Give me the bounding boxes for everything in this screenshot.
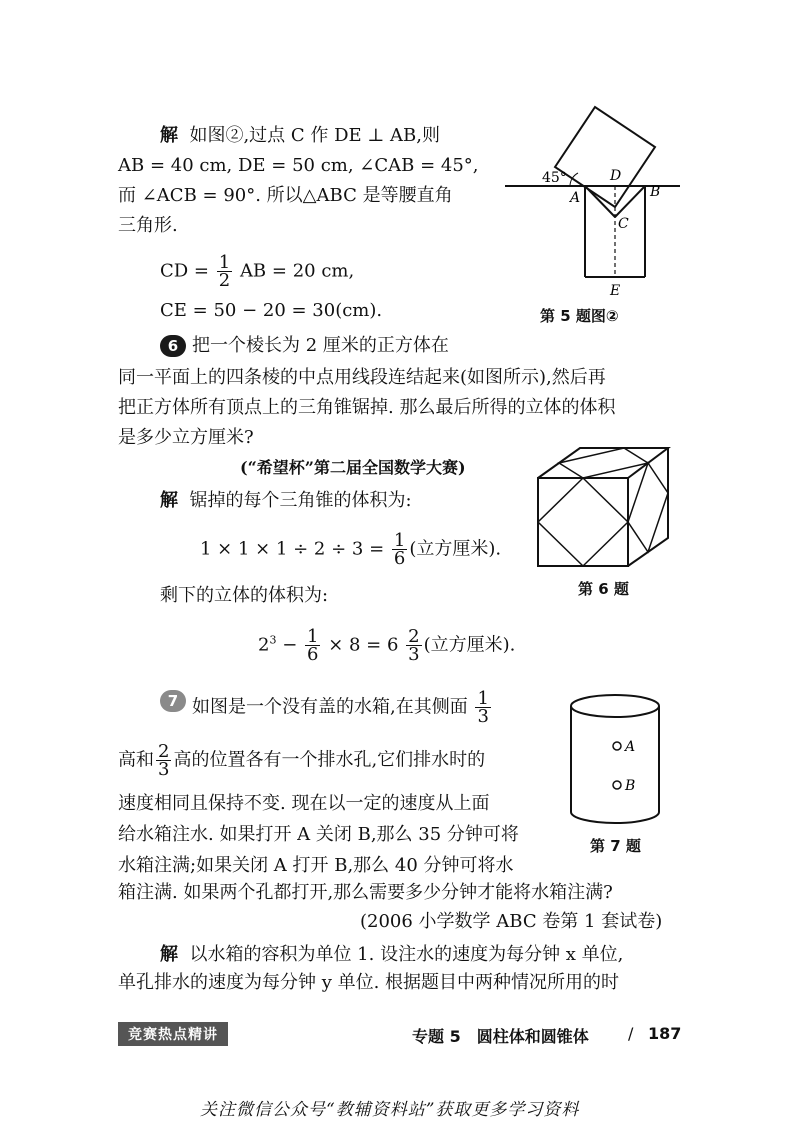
p5-figure [500,105,680,300]
fraction-one-sixth: $\frac{1}{6}$ [307,626,319,665]
section-tag: 竞赛热点精讲 [118,1022,228,1046]
footer-topic: 专题 5 圆柱体和圆锥体 [412,1027,589,1046]
p5-solution-line4: 三角形. [118,215,178,236]
point-d-label: D [610,168,622,184]
p6-question-line1: 6 把一个棱长为 2 厘米的正方体在 [160,335,449,357]
p6-equation-1: 1 × 1 × 1 ÷ 2 ÷ 3 = $\frac{1}{6}$ (立方厘米). [200,530,502,569]
p5-figure-caption: 第 5 题图② [540,307,619,325]
hole-b [613,781,621,789]
p7-question-line3: 速度相同且保持不变. 现在以一定的速度从上面 [118,793,490,814]
footer-separator: / [628,1024,634,1043]
problem-number-badge: 6 [160,335,186,357]
p7-solution-line2: 单孔排水的速度为每分钟 y 单位. 根据题目中两种情况所用的时 [118,972,620,993]
solution-label: 解 [160,125,178,146]
angle-label: 45° [542,170,567,186]
point-a-label: A [570,190,581,206]
p5-solution-line1: 解 如图②,过点 C 作 DE ⊥ AB,则 [160,125,441,146]
p5-solution-line3: 而 ∠ACB = 90°. 所以△ABC 是等腰直角 [118,185,453,206]
p7-figure-caption: 第 7 题 [590,837,641,855]
p7-question-line4: 给水箱注水. 如果打开 A 关闭 B,那么 35 分钟可将 [118,824,519,845]
p5-equation-ce: CE = 50 − 20 = 30(cm). [160,300,383,321]
point-b-label: B [650,184,661,200]
fraction-one-sixth: $\frac{1}{6}$ [393,530,406,569]
hole-b-label: B [625,778,636,794]
fraction-half: $\frac{1}{2}$ [218,252,231,291]
watermark-text: 关注微信公众号“教辅资料站”获取更多学习资料 [200,1100,580,1120]
fraction-one-third: $\frac{1}{3}$ [477,688,489,727]
fraction-two-thirds: $\frac{2}{3}$ [408,626,420,665]
p6-equation-2: $2^3$ − $\frac{1}{6}$ × 8 = 6 $\frac{2}{3}$ (立方厘米). [258,626,516,665]
solution-label: 解 [160,490,178,511]
p6-question-line2: 同一平面上的四条棱的中点用线段连结起来(如图所示),然后再 [118,367,606,388]
problem-number-badge: 7 [160,690,186,712]
p7-question-line5: 水箱注满;如果关闭 A 打开 B,那么 40 分钟可将水 [118,855,514,876]
p6-figure-caption: 第 6 题 [578,580,629,598]
p7-solution-line1: 解 以水箱的容积为单位 1. 设注水的速度为每分钟 x 单位, [160,944,624,965]
hole-a-label: A [625,739,636,755]
hole-a [613,742,621,750]
p7-question-line6: 箱注满. 如果两个孔都打开,那么需要多少分钟才能将水箱注满? [118,882,613,903]
p7-question-line2: 高和 $\frac{2}{3}$ 高的位置各有一个排水孔,它们排水时的 [118,741,486,780]
p6-solution-line2: 剩下的立体的体积为: [160,585,329,606]
page-number: 187 [648,1024,682,1043]
p5-solution-line2: AB = 40 cm, DE = 50 cm, ∠CAB = 45°, [118,155,479,176]
p6-question-line3: 把正方体所有顶点上的三角锥锯掉. 那么最后所得的立体的体积 [118,397,616,418]
p6-cube-figure [530,440,680,570]
p6-solution-line1: 解 锯掉的每个三角锥的体积为: [160,490,412,511]
p7-question-line1: 7 如图是一个没有盖的水箱,在其侧面 $\frac{1}{3}$ [160,690,493,725]
solution-label: 解 [160,944,178,965]
point-e-label: E [610,283,621,299]
p6-question-line4: 是多少立方厘米? [118,427,254,448]
p5-equation-cd: CD = $\frac{1}{2}$ AB = 20 cm, [160,252,355,291]
p7-cylinder-figure [565,690,665,830]
fraction-two-thirds: $\frac{2}{3}$ [158,741,170,780]
p6-source: (“希望杯”第二届全国数学大赛) [240,458,466,477]
p7-source: (2006 小学数学 ABC 卷第 1 套试卷) [360,911,663,932]
point-c-label: C [618,216,629,232]
